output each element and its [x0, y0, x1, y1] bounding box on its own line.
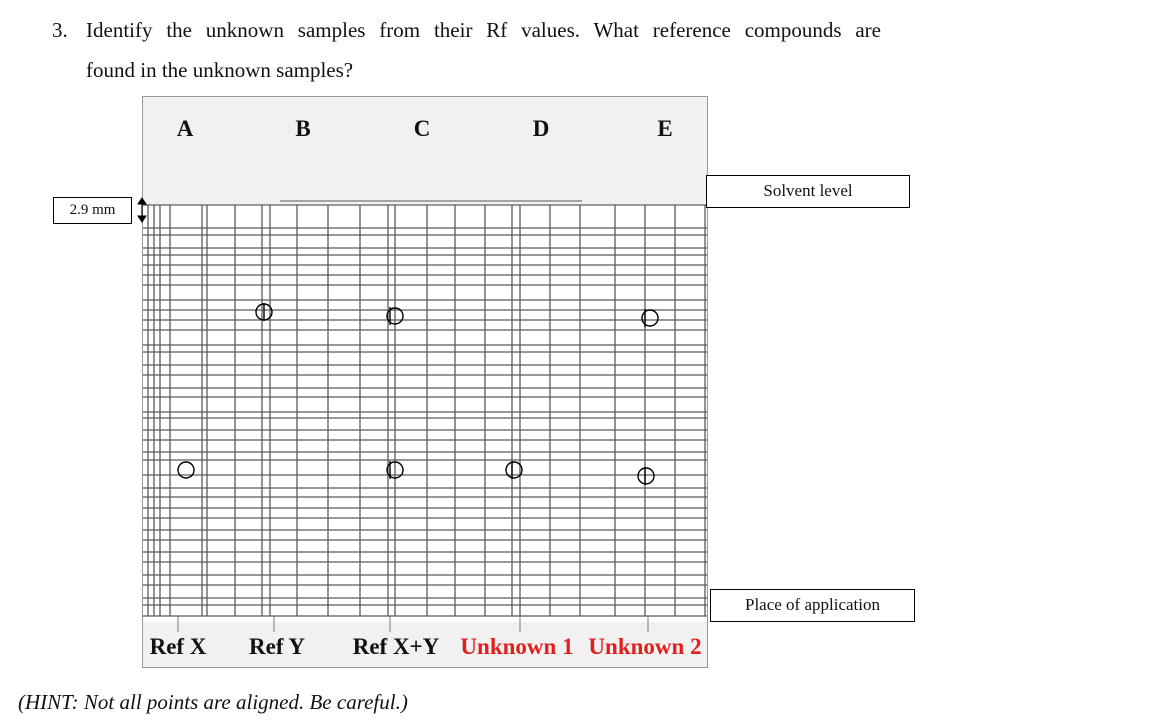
- lane-label-unknown-1: Unknown 1: [460, 634, 574, 659]
- solvent-level-label: Solvent level: [706, 175, 910, 208]
- hint-text: (HINT: Not all points are aligned. Be careful.): [18, 690, 408, 714]
- measurement-label: 2.9 mm: [53, 197, 132, 224]
- question-text-line-1: Identify the unknown samples from their Rf values. What reference compounds are: [86, 18, 881, 42]
- column-label-c: C: [413, 116, 431, 141]
- double-arrow-icon: [138, 198, 146, 222]
- question-number: 3.: [52, 18, 68, 42]
- lane-label-ref-y: Ref Y: [249, 634, 305, 659]
- lane-label-ref-x: Ref X: [149, 634, 207, 659]
- column-label-a: A: [176, 116, 194, 141]
- column-label-b: B: [295, 116, 311, 141]
- place-of-application-label: Place of application: [710, 589, 915, 622]
- column-label-d: D: [532, 116, 550, 141]
- lane-label-ref-xy: Ref X+Y: [352, 634, 440, 659]
- spot-unknown2-lower: [638, 468, 654, 484]
- chromatography-grid: [143, 205, 707, 616]
- lane-label-unknown-2: Unknown 2: [588, 634, 702, 659]
- question-text-line-2: found in the unknown samples?: [86, 58, 354, 82]
- column-label-e: E: [657, 116, 673, 141]
- lane-stubs: [178, 616, 648, 632]
